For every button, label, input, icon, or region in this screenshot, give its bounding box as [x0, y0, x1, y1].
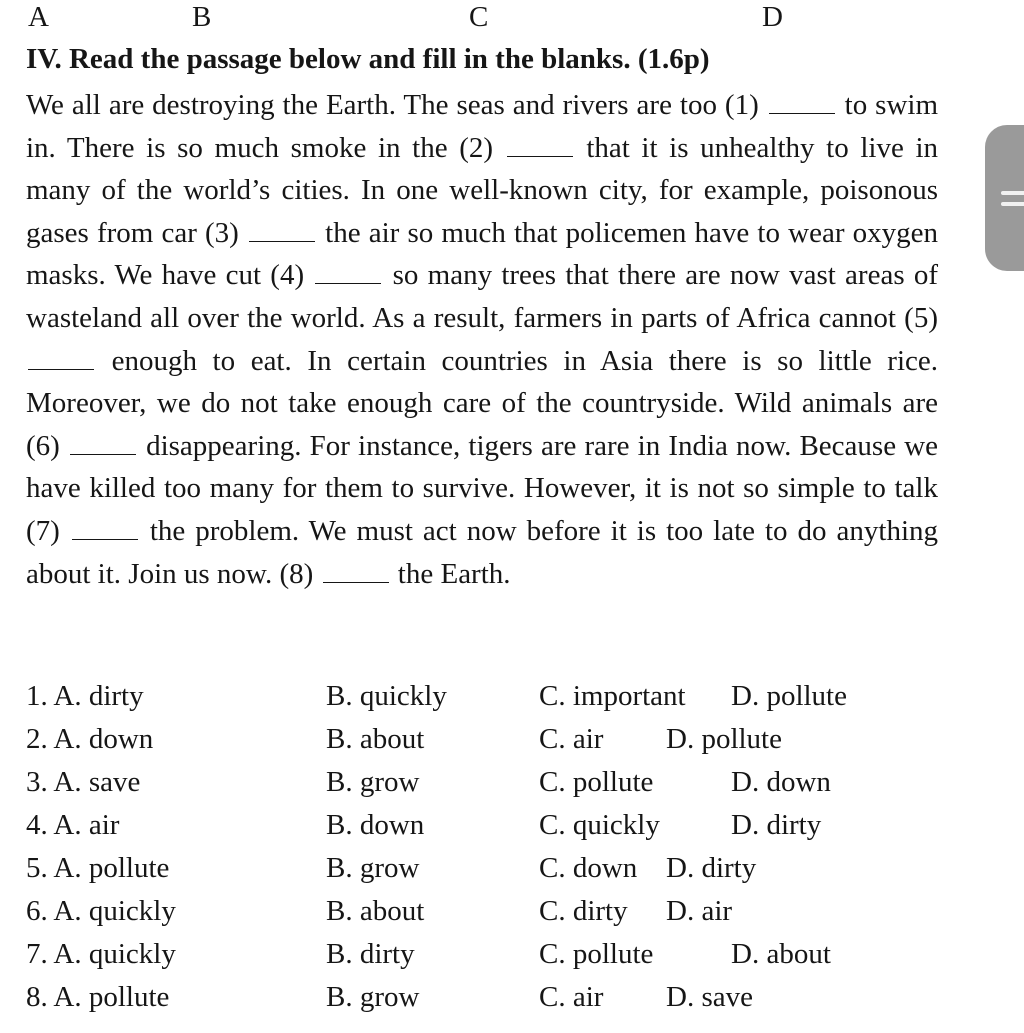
- option-a[interactable]: 8. A. pollute: [26, 981, 170, 1013]
- blank-6[interactable]: [70, 434, 136, 455]
- passage-segment: We all are destroying the Earth. The seas and rivers are too (1): [26, 89, 759, 121]
- column-letter-b: B: [192, 1, 212, 33]
- passage-segment: the Earth.: [397, 557, 511, 590]
- option-row-8: [0, 981, 1024, 1023]
- option-a[interactable]: 7. A. quickly: [26, 938, 176, 970]
- column-letter-d: D: [762, 1, 783, 33]
- option-a[interactable]: 6. A. quickly: [26, 895, 176, 927]
- option-row-4: [0, 809, 1024, 851]
- blank-4[interactable]: [315, 263, 381, 284]
- grip-line-icon: [1001, 191, 1024, 195]
- column-letters: [0, 0, 1024, 40]
- option-c[interactable]: C. pollute: [539, 938, 654, 970]
- option-b[interactable]: B. down: [326, 809, 425, 841]
- option-c[interactable]: C. pollute: [539, 766, 654, 798]
- side-panel-handle[interactable]: [985, 125, 1024, 271]
- blank-3[interactable]: [249, 221, 315, 242]
- option-row-6: [0, 895, 1024, 937]
- option-d[interactable]: D. air: [666, 895, 733, 927]
- option-row-2: [0, 723, 1024, 765]
- option-d[interactable]: D. pollute: [731, 680, 847, 712]
- passage-segment: that it is unhealthy to live in many of the world’s cities. In one well-known city, for example, poisonous gases from car (3): [26, 131, 939, 249]
- option-b[interactable]: B. quickly: [326, 680, 447, 712]
- option-row-3: [0, 766, 1024, 808]
- option-row-1: [0, 680, 1024, 722]
- blank-7[interactable]: [72, 519, 138, 540]
- passage-segment: so many trees that there are now vast areas of wasteland all over the world. As a result, farmers in parts of Africa cannot (5): [26, 259, 939, 334]
- option-c[interactable]: C. air: [539, 981, 604, 1013]
- blank-1[interactable]: [769, 93, 835, 114]
- passage-segment: enough to eat. In certain countries in Asia there is so little rice. Moreover, we do not take enough care of the countryside. Wild animals are (6): [26, 344, 939, 462]
- option-row-5: [0, 852, 1024, 894]
- passage-text: [26, 84, 938, 595]
- option-c[interactable]: C. important: [539, 680, 686, 712]
- option-b[interactable]: B. grow: [326, 981, 420, 1013]
- option-b[interactable]: B. grow: [326, 766, 420, 798]
- passage-segment: to swim in. There is so much smoke in the (2): [26, 89, 939, 164]
- option-d[interactable]: D. about: [731, 938, 831, 970]
- passage-segment: the air so much that policemen have to wear oxygen masks. We have cut (4): [26, 216, 938, 292]
- option-a[interactable]: 1. A. dirty: [26, 680, 144, 712]
- option-d[interactable]: D. save: [666, 981, 753, 1013]
- option-c[interactable]: C. air: [539, 723, 604, 755]
- passage-segment: disappearing. For instance, tigers are rare in India now. Because we have killed too many for them to survive. However, it is not so simple to talk (7): [26, 429, 939, 547]
- option-d[interactable]: D. dirty: [731, 809, 822, 841]
- option-a[interactable]: 5. A. pollute: [26, 852, 170, 884]
- option-b[interactable]: B. dirty: [326, 938, 415, 970]
- option-a[interactable]: 2. A. down: [26, 723, 154, 755]
- option-a[interactable]: 4. A. air: [26, 809, 120, 841]
- column-letter-a: A: [28, 1, 49, 33]
- blank-2[interactable]: [507, 136, 573, 157]
- option-d[interactable]: D. pollute: [666, 723, 782, 755]
- option-row-7: [0, 938, 1024, 980]
- option-b[interactable]: B. about: [326, 895, 425, 927]
- option-b[interactable]: B. grow: [326, 852, 420, 884]
- option-d[interactable]: D. dirty: [666, 852, 757, 884]
- option-c[interactable]: C. dirty: [539, 895, 628, 927]
- column-letter-c: C: [469, 1, 489, 33]
- blank-5[interactable]: [28, 349, 94, 370]
- option-c[interactable]: C. quickly: [539, 809, 660, 841]
- option-d[interactable]: D. down: [731, 766, 831, 798]
- option-a[interactable]: 3. A. save: [26, 766, 141, 798]
- blank-8[interactable]: [323, 562, 389, 583]
- option-b[interactable]: B. about: [326, 723, 425, 755]
- grip-line-icon: [1001, 202, 1024, 206]
- option-c[interactable]: C. down: [539, 852, 638, 884]
- exercise-heading: IV. Read the passage below and fill in the blanks. (1.6p): [26, 43, 710, 75]
- passage-segment: the problem. We must act now before it is too late to do anything about it. Join us now. (8): [26, 514, 939, 590]
